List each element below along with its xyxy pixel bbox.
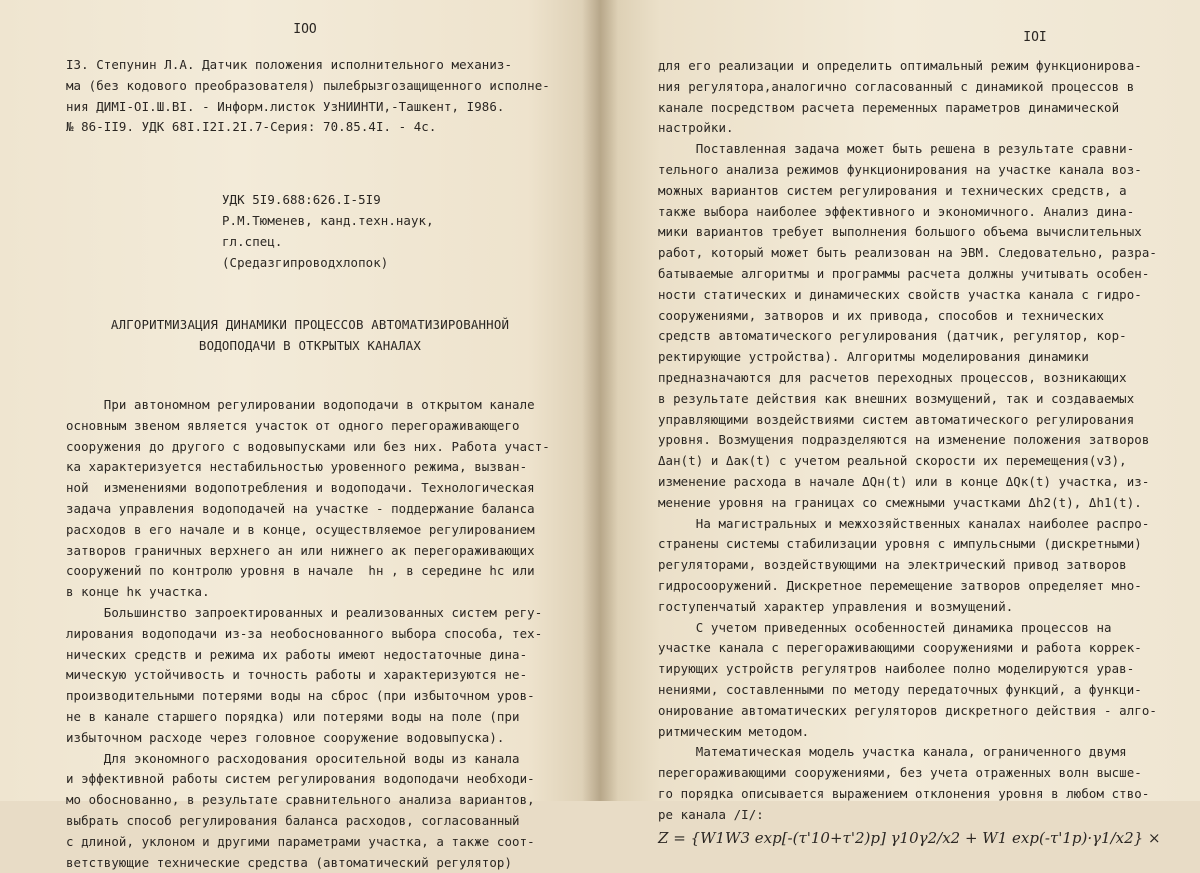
- left-page: [0, 0, 600, 870]
- left-body-text: При автономном регулировании водоподачи в открытом канале основным звеном является участок от одного перегораживающего сооружения до другого с водовыпусками или без них. Работа участ- ка характеризуется нестабильностью уровенного режима, вызван- ной изменениями водопотребления и водоподачи. Технологическая задача управления водоподачей на участке - поддержание баланса расходов в его начале и в конце, осуществляемое регулированием затворов граничных верхнего aн или нижнего aк перегораживающих сооружений по контролю уровня в начале hн , в середине hс или в конце hк участка. Большинство запроектированных и реализованных систем регу- лирования водоподачи из-за необоснованного выбора способа, тех- нических средств и режима их работы имеют недостаточные дина- мическую устойчивость и точность работы и характеризуются не- производительными потерями воды на сброс (при избыточном уров- не в канале старшего порядка) или потерями воды на поле (при избыточном расходе через головное сооружение водовыпуска). Для экономного расходования оросительной воды из канала и эффективной работы систем регулирования водоподачи необходи- мо обоснованно, в результате сравнительного анализа вариантов, выбрать способ регулирования баланса расходов, согласованный с длиной, уклоном и другими параметрами участка, а также соот- ветствующие технические средства (автоматический регулятор): [66, 396, 550, 870]
- book-gutter: [582, 0, 618, 801]
- right-body-text: для его реализации и определить оптимальный режим функционирова- ния регулятора,аналогично согласованный с динамикой процессов в канале посредством расчета переменных параметров динамической настройки. Поставленная задача может быть решена в результате сравни- тельного анализа режимов функционирования на участке канала воз- можных вариантов систем регулирования и технических средств, а также выбора наиболее эффективного и экономичного. Анализ дина- мики вариантов требует выполнения большого объема вычислительных работ, который может быть реализован на ЭВМ. Следовательно, разра- батываемые алгоритмы и программы расчета должны учитывать особен- ности статических и динамических свойств участка канала с гидро- сооружениями, затворов и их привода, способов и технических средств автоматического регулирования (датчик, регулятор, кор- ректирующие устройства). Алгоритмы моделирования динамики предназначаются для расчетов переходных процессов, возникающих в результате действия как внешних возмущений, так и создаваемых управляющими воздействиями систем автоматического регулирования уровня. Возмущения подразделяются на изменение положения затворов Δaн(t) и Δaк(t) с учетом реальной скорости их перемещения(v3), изменение расхода в начале ΔQн(t) или в конце ΔQк(t) участка, из- менение уровня на границах со смежными участками Δh2(t), Δh1(t). На магистральных и межхозяйственных каналах наиболее распро- странены системы стабилизации уровня с импульсными (дискретными) регуляторами, воздействующими на электрический привод затворов гидросооружений. Дискретное перемещение затворов определяет мно- гоступенчатый характер управления и возмущений. С учетом приведенных особенностей динамика процессов на участке канала с перегораживающими сооружениями и работа коррек- тирующих устройств регулятров наиболее полно моделируются урав- нениями, составленными по методу передаточных функций, а функци- онирование автоматических регуляторов дискретного действия - алго- ритмическим методом. Математическая модель участка канала, ограниченного двумя перегораживающими сооружениями, без учета отраженных волн высше- го порядка описывается выражением отклонения уровня в любом ство- ре канала /I/:: [658, 58, 1157, 822]
- page-number-right: IOI: [1023, 30, 1047, 45]
- udk-author-block: УДК 5I9.688:626.I-5I9 Р.М.Тюменев, канд.техн.наук, гл.спец. (Средазгипроводхлопок): [222, 192, 434, 270]
- right-text-block: [658, 56, 1161, 847]
- level-deviation-formula: Z = {W1W3 exp[-(τ'10+τ'2)p] γ10γ2/x2 + W1 exp(-τ'1p)·γ1/x2} ×: [658, 829, 1161, 848]
- article-title: АЛГОРИТМИЗАЦИЯ ДИНАМИКИ ПРОЦЕССОВ АВТОМАТИЗИРОВАННОЙ ВОДОПОДАЧИ В ОТКРЫТЫХ КАНАЛАХ: [110, 317, 510, 354]
- page-number-left: IOO: [293, 22, 317, 37]
- bibliographic-reference: I3. Степунин Л.А. Датчик положения исполнительного механиз- ма (без кодового преобразователя) пылебрызгозащищенного исполне- ния ДИМI-OI.Ш.BI. - Информ.листок УзНИИНТИ,-Ташкент, I986. № 86-II9. УДК 68I.I2I.2I.7-Серия: 70.85.4I. - 4с.: [66, 57, 550, 135]
- right-page: [600, 0, 1200, 848]
